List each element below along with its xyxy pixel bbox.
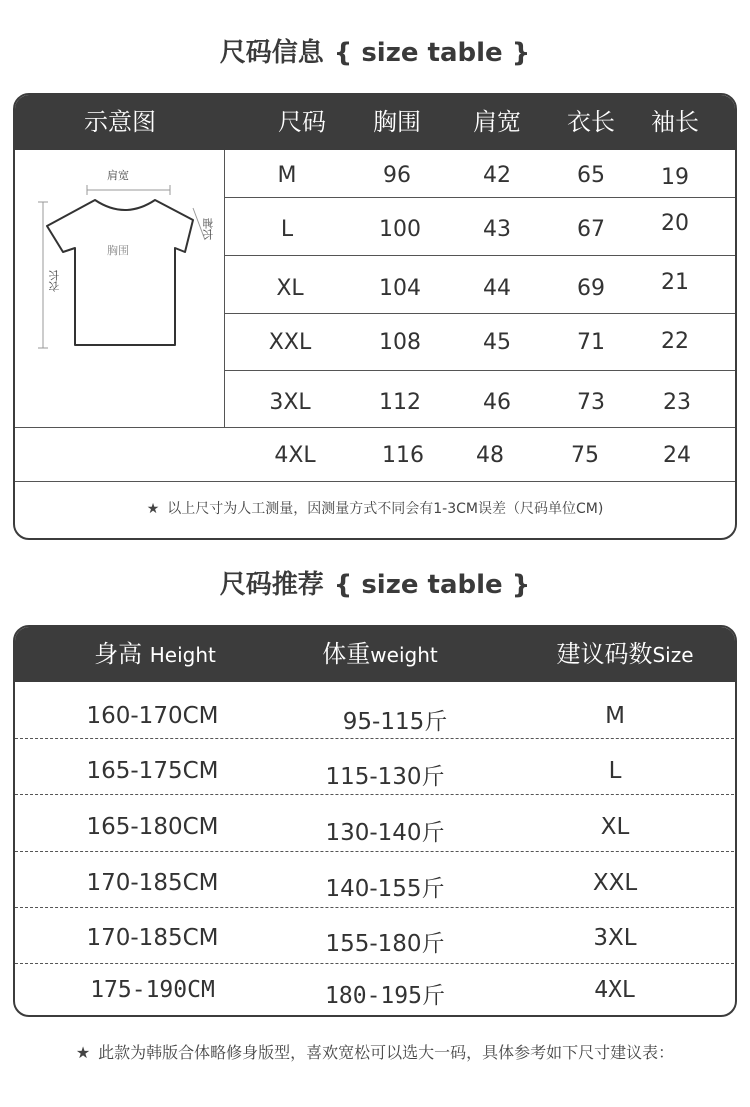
measurement-note	[15, 498, 735, 518]
cell-chest: 104	[379, 276, 421, 301]
header-chest: 胸围	[373, 108, 421, 136]
row-line	[15, 427, 737, 428]
cell-size: XL	[600, 814, 630, 840]
diagram-label-sleeve: 长袖	[202, 218, 215, 240]
row-line	[224, 313, 737, 314]
cell-weight: 155-180斤	[325, 931, 445, 957]
cell-chest: 112	[379, 390, 421, 415]
star-icon: ★	[75, 1043, 91, 1062]
size-info-table	[13, 93, 737, 540]
size-info-title	[0, 32, 750, 69]
row-line	[15, 963, 737, 964]
diagram-label-length: 衣长	[48, 270, 61, 292]
cell-size: M	[277, 163, 297, 188]
cell-length: 71	[577, 330, 605, 355]
cell-size: XXL	[268, 330, 312, 355]
cell-weight: 140-155斤	[325, 876, 445, 902]
cell-weight: 115-130斤	[325, 764, 445, 790]
cell-chest: 100	[379, 217, 421, 242]
header-shoulder: 肩宽	[473, 108, 521, 136]
cell-sleeve: 20	[661, 211, 689, 236]
row-line	[224, 370, 737, 371]
cell-weight: 180-195斤	[325, 983, 445, 1009]
cell-sleeve: 24	[663, 443, 691, 468]
cell-length: 73	[577, 390, 605, 415]
cell-length: 69	[577, 276, 605, 301]
cell-chest: 96	[383, 163, 411, 188]
tshirt-diagram	[35, 160, 215, 350]
title-cn: 尺码推荐	[219, 570, 324, 600]
cell-size: M	[605, 703, 625, 729]
row-line	[224, 197, 737, 198]
cell-shoulder: 46	[483, 390, 511, 415]
cell-sleeve: 23	[663, 390, 691, 415]
title-cn: 尺码信息	[219, 38, 324, 68]
row-line	[15, 738, 737, 739]
size-recommend-title	[0, 564, 750, 601]
cell-sleeve: 21	[661, 270, 689, 295]
star-icon: ★	[146, 501, 160, 517]
diagram-label-shoulder: 肩宽	[107, 169, 129, 182]
cell-size: XL	[276, 276, 304, 301]
note-text: 以上尺寸为人工测量，因测量方式不同会有1-3CM误差（尺码单位CM)	[167, 501, 604, 517]
cell-height: 170-185CM	[86, 870, 219, 896]
cell-length: 67	[577, 217, 605, 242]
cell-chest: 108	[379, 330, 421, 355]
header-diagram: 示意图	[84, 108, 156, 136]
cell-height: 175-190CM	[90, 977, 215, 1003]
row-line	[15, 794, 737, 795]
cell-weight: 95-115斤	[342, 709, 448, 735]
row-line	[224, 255, 737, 256]
cell-size: 3XL	[593, 925, 637, 951]
header-size: 尺码	[278, 108, 326, 136]
cell-length: 65	[577, 163, 605, 188]
title-en: { size table }	[333, 38, 531, 68]
cell-size: 4XL	[594, 977, 636, 1003]
cell-height: 165-180CM	[86, 814, 219, 840]
row-line	[15, 907, 737, 908]
header-height: 身高 Height	[94, 640, 216, 668]
cell-size: L	[608, 758, 622, 784]
cell-shoulder: 43	[483, 217, 511, 242]
row-line	[15, 851, 737, 852]
cell-height: 165-175CM	[86, 758, 219, 784]
cell-sleeve: 19	[661, 165, 689, 190]
cell-length: 75	[571, 443, 599, 468]
cell-shoulder: 48	[476, 443, 504, 468]
cell-shoulder: 45	[483, 330, 511, 355]
cell-size: XXL	[592, 870, 638, 896]
cell-shoulder: 42	[483, 163, 511, 188]
cell-sleeve: 22	[661, 329, 689, 354]
cell-weight: 130-140斤	[325, 820, 445, 846]
header-size: 建议码数Size	[556, 640, 694, 668]
row-line	[15, 481, 737, 482]
header-sleeve: 袖长	[651, 108, 699, 136]
diagram-divider	[224, 150, 225, 427]
header-length: 衣长	[567, 108, 615, 136]
footnote-text: 此款为韩版合体略修身版型，喜欢宽松可以选大一码，具体参考如下尺寸建议表：	[98, 1043, 675, 1062]
cell-height: 160-170CM	[86, 703, 219, 729]
header-weight: 体重weight	[322, 640, 438, 668]
title-en: { size table }	[333, 570, 531, 600]
size-recommend-table	[13, 625, 737, 1017]
cell-chest: 116	[382, 443, 424, 468]
cell-height: 170-185CM	[86, 925, 219, 951]
cell-shoulder: 44	[483, 276, 511, 301]
cell-size: L	[280, 217, 294, 242]
fit-footnote	[0, 1040, 750, 1063]
cell-size: 3XL	[269, 390, 311, 415]
diagram-label-chest: 胸围	[107, 244, 129, 257]
cell-size: 4XL	[274, 443, 316, 468]
